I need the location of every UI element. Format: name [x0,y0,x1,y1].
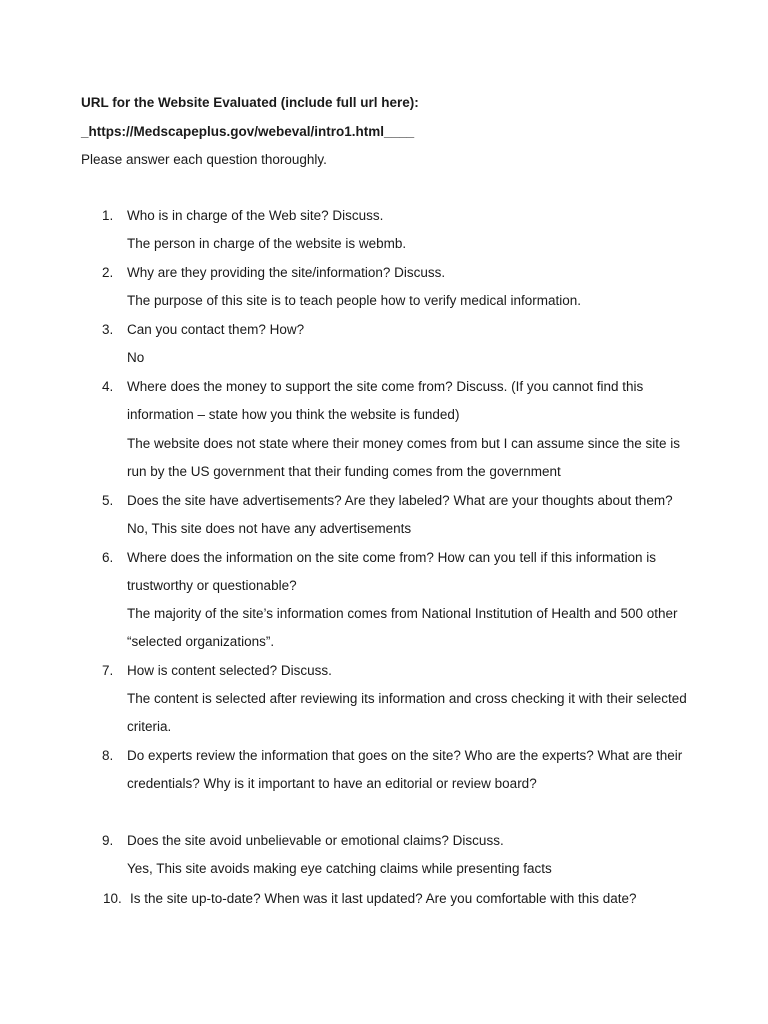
answer-text: The majority of the site’s information comes from National Institution of Health and 500 other [127,606,678,621]
answer-text: The person in charge of the website is webmb. [127,236,407,251]
question-number: 5. [102,493,114,508]
question-text: How is content selected? Discuss. [127,663,332,678]
instructions-text: Please answer each question thoroughly. [81,152,327,167]
question-text: Who is in charge of the Web site? Discuss. [127,208,384,223]
question-number: 10. [103,891,122,906]
question-number: 7. [102,663,114,678]
question-text: credentials? Why is it important to have an editorial or review board? [127,776,537,791]
question-text: trustworthy or questionable? [127,578,297,593]
question-text: Do experts review the information that goes on the site? Who are the experts? What are their [127,748,683,763]
answer-text: criteria. [127,719,172,734]
question-text: Where does the money to support the site come from? Discuss. (If you cannot find this [127,379,644,394]
answer-text: The purpose of this site is to teach people how to verify medical information. [127,293,581,308]
question-number: 3. [102,322,114,337]
url-label: URL for the Website Evaluated (include full url here): [81,95,419,110]
question-number: 6. [102,550,114,565]
answer-text: No, This site does not have any advertisements [127,521,412,536]
question-text: Does the site have advertisements? Are they labeled? What are your thoughts about them? [127,493,673,508]
answer-text: “selected organizations”. [127,634,275,649]
url-value: _https://Medscapeplus.gov/webeval/intro1.html____ [81,124,415,139]
question-text: Does the site avoid unbelievable or emotional claims? Discuss. [127,833,504,848]
question-text: Where does the information on the site come from? How can you tell if this information is [127,550,656,565]
question-number: 4. [102,379,114,394]
answer-text: run by the US government that their funding comes from the government [127,464,561,479]
question-number: 9. [102,833,114,848]
question-number: 2. [102,265,114,280]
question-text: information – state how you think the website is funded) [127,407,460,422]
question-text: Why are they providing the site/information? Discuss. [127,265,446,280]
question-number: 1. [102,208,114,223]
answer-text: The content is selected after reviewing its information and cross checking it with their selected [127,691,687,706]
question-text: Can you contact them? How? [127,322,305,337]
question-number: 8. [102,748,114,763]
question-text: Is the site up-to-date? When was it last updated? Are you comfortable with this date? [130,891,637,906]
answer-text: The website does not state where their money comes from but I can assume since the site is [127,436,681,451]
answer-text: Yes, This site avoids making eye catching claims while presenting facts [127,861,552,876]
answer-text: No [127,350,145,365]
